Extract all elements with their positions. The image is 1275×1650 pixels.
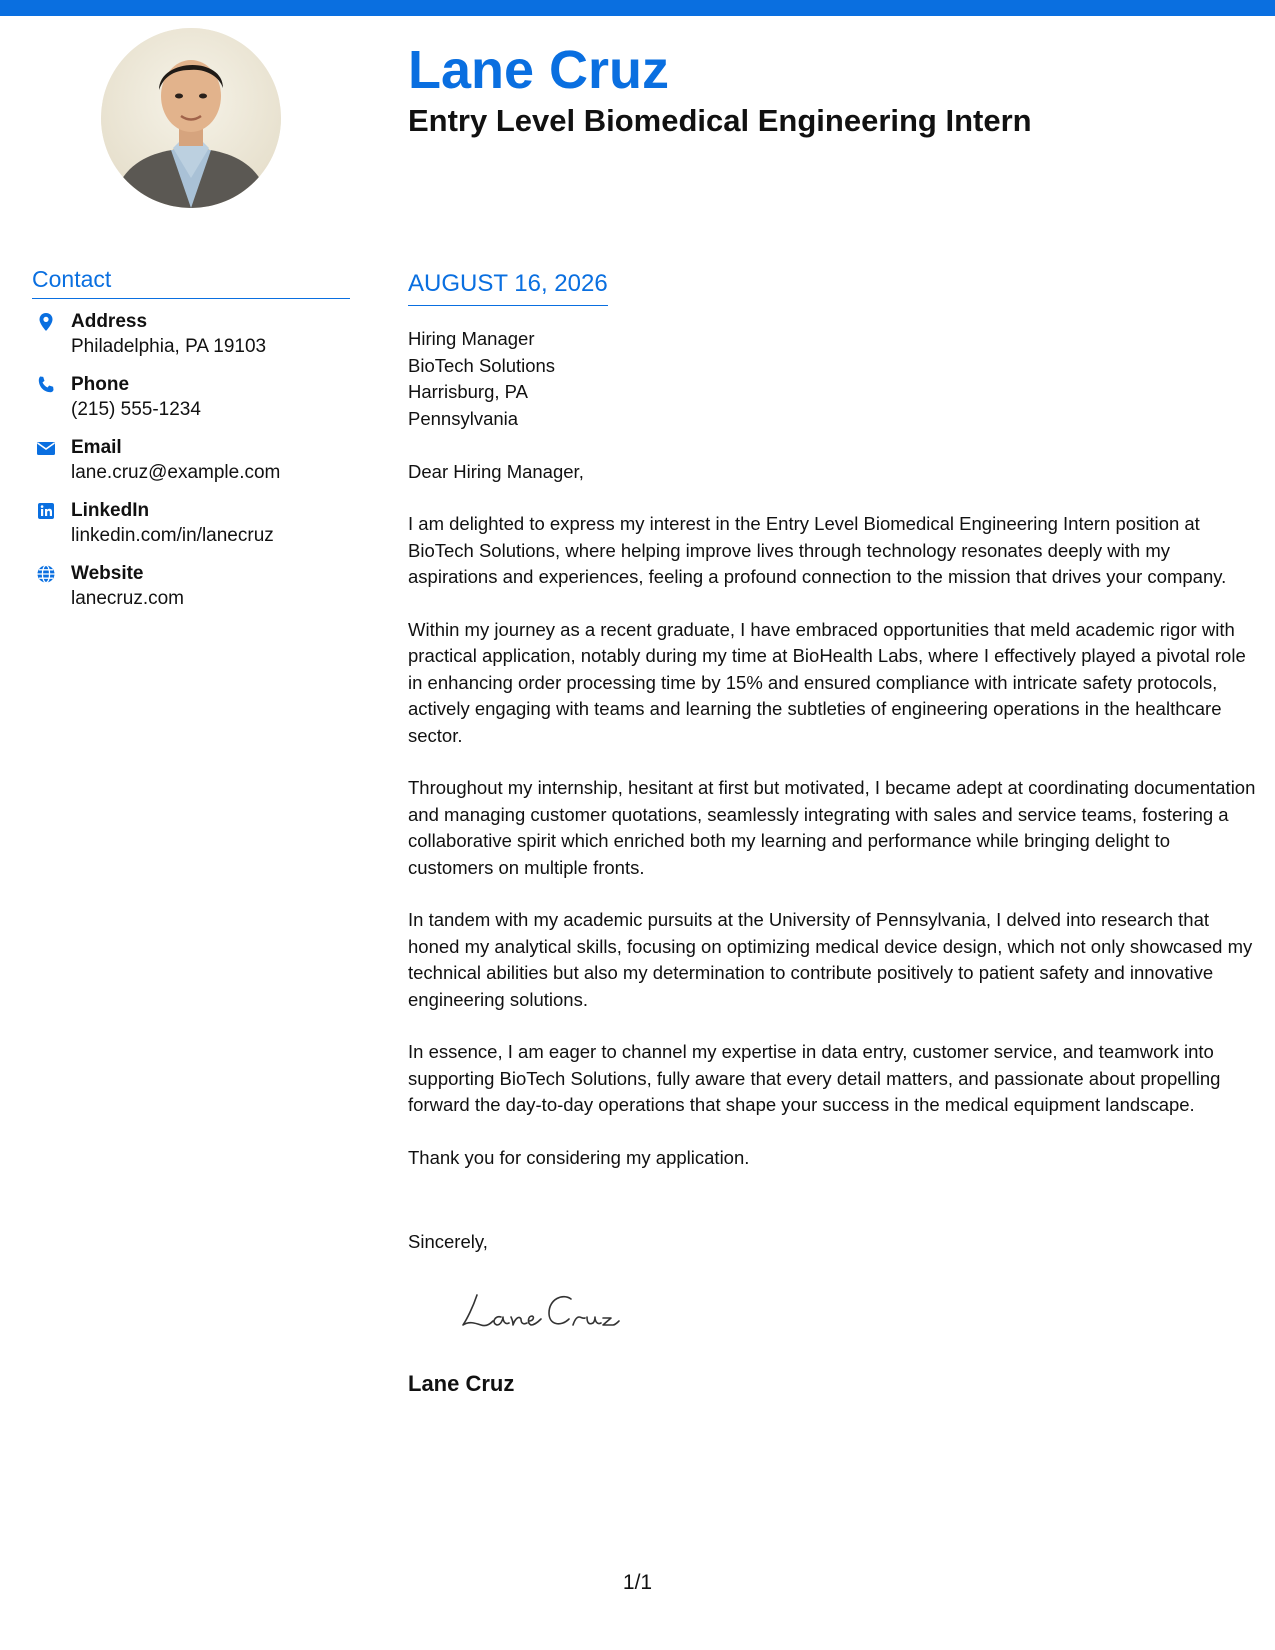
letter-body: [408, 326, 1258, 1171]
map-pin-icon: [36, 312, 56, 332]
contact-value: Philadelphia, PA 19103: [71, 336, 267, 357]
contact-value[interactable]: lanecruz.com: [71, 588, 184, 609]
phone-icon: [36, 375, 56, 395]
top-accent-bar: [0, 0, 1275, 16]
recipient-line: Hiring Manager: [408, 328, 535, 349]
contact-label: Email: [71, 437, 122, 458]
applicant-name: Lane Cruz: [408, 40, 670, 100]
contact-website: [32, 562, 362, 625]
contact-heading: Contact: [32, 266, 350, 299]
letter-paragraph: Throughout my internship, hesitant at first but motivated, I became adept at coordinating documentation and managing customer quotations, seamlessly integrating with sales and service teams, fostering a collaborative spirit which enriched both my learning and performance while bringing delight to customers on multiple fronts.: [408, 777, 1256, 878]
handwritten-signature: [455, 1285, 625, 1335]
letter-paragraph: I am delighted to express my interest in the Entry Level Biomedical Engineering Intern position at BioTech Solutions, where helping improve lives through technology resonates deeply with my aspirations and experiences, feeling a profound connection to the mission that drives your company.: [408, 513, 1227, 587]
recipient-block: [408, 326, 1258, 432]
globe-icon: [36, 564, 56, 584]
contact-label: Website: [71, 563, 144, 584]
recipient-line: Pennsylvania: [408, 407, 519, 429]
letter-paragraph: In tandem with my academic pursuits at the University of Pennsylvania, I delved into research that honed my analytical skills, focusing on optimizing medical device design, which not only showcased my technical abilities but also my determination to contribute positively to patient safety and innovative engineering solutions.: [408, 909, 1253, 1010]
contact-phone: [32, 373, 362, 436]
linkedin-icon: [36, 501, 56, 521]
closing: Sincerely,: [408, 1231, 488, 1252]
contact-value[interactable]: linkedin.com/in/lanecruz: [71, 525, 274, 546]
letter-date: AUGUST 16, 2026: [408, 270, 608, 306]
contact-label: LinkedIn: [71, 500, 150, 521]
page-number: 1/1: [622, 1571, 653, 1594]
contact-email: [32, 436, 362, 499]
job-title: Entry Level Biomedical Engineering Intern: [408, 103, 1032, 138]
contact-value: (215) 555-1234: [71, 399, 201, 420]
contact-label: Address: [71, 311, 148, 332]
contact-label: Phone: [71, 374, 130, 395]
recipient-line: BioTech Solutions: [408, 354, 556, 376]
envelope-icon: [36, 438, 56, 458]
contact-address: [32, 310, 362, 373]
letter-paragraph: In essence, I am eager to channel my expertise in data entry, customer service, and teamwork into supporting BioTech Solutions, fully aware that every detail matters, and passionate about propelling forward the day-to-day operations that shape your success in the medical equipment landscape.: [408, 1041, 1221, 1115]
letter-paragraph: Within my journey as a recent graduate, I have embraced opportunities that meld academic rigor with practical application, notably during my time at BioHealth Labs, where I effectively played a pivotal role in enhancing order processing time by 15% and ensured compliance with intricate safety protocols, actively engaging with teams and learning the subtleties of engineering operations in the healthcare sector.: [408, 618, 1246, 746]
contact-value[interactable]: lane.cruz@example.com: [71, 462, 281, 483]
profile-photo: [101, 28, 281, 208]
contact-linkedin: [32, 499, 362, 562]
contact-list: [32, 310, 362, 625]
recipient-line: Harrisburg, PA: [408, 381, 528, 402]
signed-name: Lane Cruz: [408, 1371, 515, 1396]
salutation: Dear Hiring Manager,: [408, 460, 584, 482]
letter-paragraph: Thank you for considering my application.: [408, 1146, 750, 1168]
